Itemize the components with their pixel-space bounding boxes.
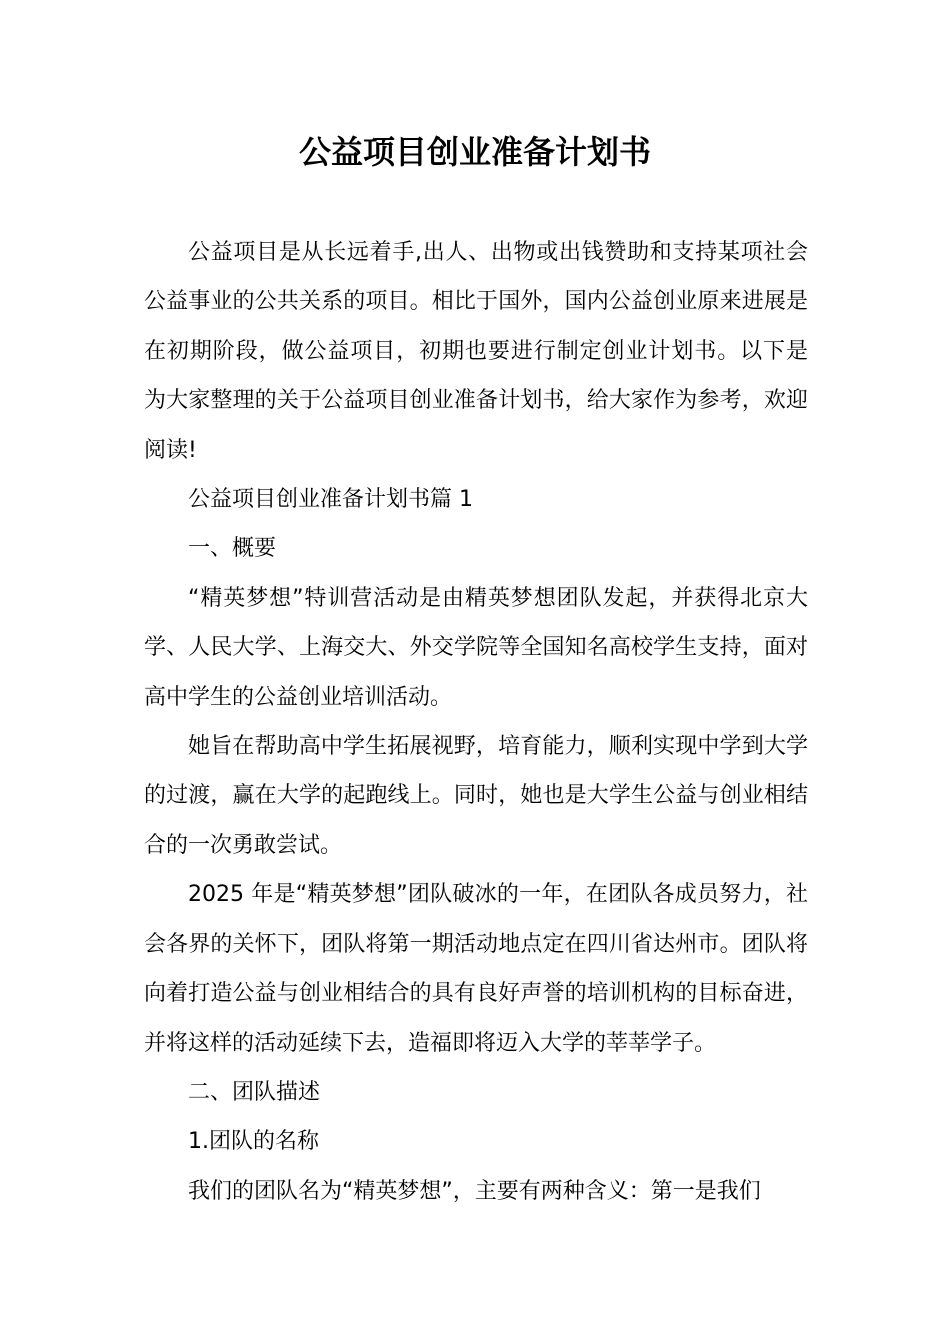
- section-heading-overview: 一、概要: [188, 536, 277, 562]
- section-heading-team: 二、团队描述: [188, 1079, 321, 1105]
- paragraph-intro: 公益项目是从长远着手,出人、出物或出钱赞助和支持某项社会公益事业的公共关系的项目。相比于国外，国内公益创业原来进展是在初期阶段，做公益项目，初期也要进行制定创业计划书。以下是 为大家整理的关于公益项目创业准备计划书，给大家作为参考，欢迎阅读!: [144, 240, 808, 463]
- document-title: 公益项目创业准备计划书: [298, 133, 651, 171]
- paragraph-overview: “精英梦想”特训营活动是由精英梦想团队发起，并获得北京大学、人民大学、上海交大、外交学院等全国知名高校学生支持，面对高中学生的公益创业培训活动。: [144, 585, 808, 710]
- paragraph-team-name: 我们的团队名为“精英梦想”，主要有两种含义：第一是我们: [188, 1178, 761, 1204]
- subheading-team-name: 1.团队的名称: [188, 1129, 319, 1155]
- paragraph-2025: 2025 年是“精英梦想”团队破冰的一年，在团队各成员努力，社会各界的关怀下，团队将第一期活动地点定在四川省达州市。团队将向着打造公益与创业相结合的具有良好声誉的培训机构的目标奋进，并将这样的活动延续下去，造福即将迈入大学的莘莘学子。: [144, 882, 808, 1056]
- paragraph-purpose: 她旨在帮助高中学生拓展视野，培育能力，顺利实现中学到大学的过渡，赢在大学的起跑线上。同时，她也是大学生公益与创业相结合的一次勇敢尝试。: [144, 734, 808, 858]
- section-heading-part1: 公益项目创业准备计划书篇 1: [188, 487, 473, 513]
- document-body: [144, 228, 808, 1216]
